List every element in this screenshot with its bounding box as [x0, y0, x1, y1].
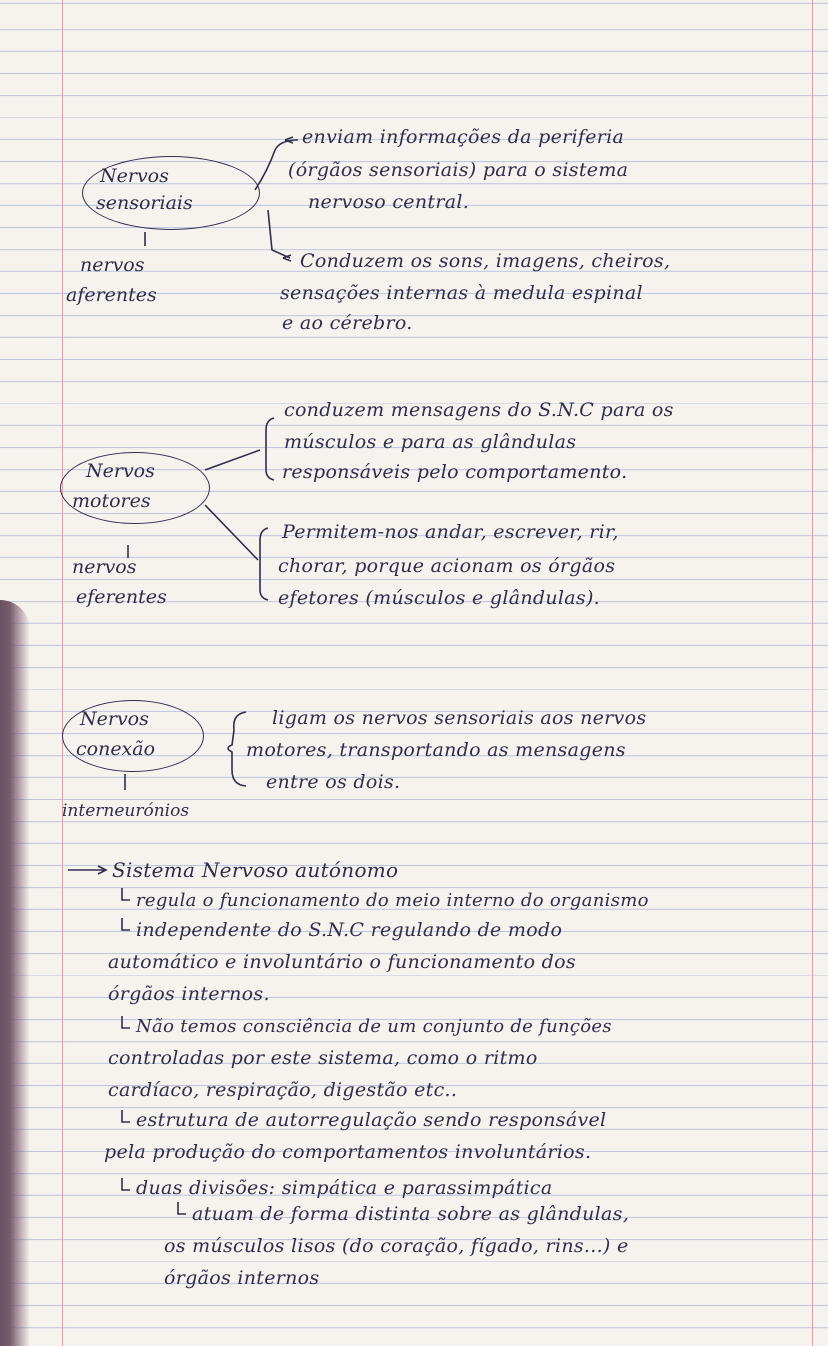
- motor-note1-line1: conduzem mensagens do S.N.C para os: [284, 399, 674, 421]
- motor-note2-line2: chorar, porque acionam os órgãos: [278, 555, 616, 577]
- connection-title-line2: conexão: [76, 738, 156, 760]
- connection-alt-line1: interneurónios: [62, 801, 190, 821]
- motor-note1-line3: responsáveis pelo comportamento.: [282, 461, 628, 483]
- sensory-note2-line1: Conduzem os sons, imagens, cheiros,: [300, 250, 671, 272]
- sensory-note2-line3: e ao cérebro.: [282, 312, 413, 334]
- motor-note1-line2: músculos e para as glândulas: [284, 431, 577, 453]
- sensory-note1-line2: (órgãos sensoriais) para o sistema: [288, 159, 629, 181]
- autonomic-line-4: órgãos internos.: [108, 983, 270, 1005]
- thumb-shadow: [0, 600, 30, 1346]
- connection-note-line1: ligam os nervos sensoriais aos nervos: [272, 707, 647, 729]
- motor-alt-line2: eferentes: [76, 586, 167, 608]
- sensory-title-line1: Nervos: [100, 165, 169, 187]
- autonomic-line-10: duas divisões: simpática e parassimpática: [136, 1177, 553, 1199]
- sensory-alt-line2: aferentes: [66, 284, 157, 306]
- autonomic-line-6: controladas por este sistema, como o ritmo: [108, 1047, 538, 1069]
- sensory-title-line2: sensoriais: [96, 192, 193, 214]
- connection-title-line1: Nervos: [80, 708, 149, 730]
- sensory-alt-line1: nervos: [80, 254, 145, 276]
- autonomic-line-13: órgãos internos: [164, 1267, 320, 1289]
- autonomic-line-12: os músculos lisos (do coração, fígado, rins...) e: [164, 1235, 629, 1257]
- autonomic-heading: Sistema Nervoso autónomo: [112, 858, 399, 882]
- sensory-note2-line2: sensações internas à medula espinal: [280, 282, 643, 304]
- autonomic-line-11: atuam de forma distinta sobre as glândulas,: [192, 1203, 630, 1225]
- motor-title-line2: motores: [72, 490, 151, 512]
- autonomic-line-1: regula o funcionamento do meio interno do organismo: [136, 890, 649, 911]
- autonomic-line-9: pela produção do comportamentos involuntários.: [104, 1141, 592, 1163]
- autonomic-line-2: independente do S.N.C regulando de modo: [136, 919, 563, 941]
- connection-note-line2: motores, transportando as mensagens: [246, 739, 626, 761]
- motor-title-line1: Nervos: [86, 460, 155, 482]
- sensory-note1-line3: nervoso central.: [308, 191, 470, 213]
- autonomic-line-3: automático e involuntário o funcionamento dos: [108, 951, 576, 973]
- autonomic-line-8: estrutura de autorregulação sendo responsável: [136, 1109, 607, 1131]
- motor-note2-line1: Permitem-nos andar, escrever, rir,: [282, 521, 619, 543]
- right-margin-line: [812, 0, 813, 1346]
- sensory-note1-line1: enviam informações da periferia: [302, 126, 625, 148]
- motor-note2-line3: efetores (músculos e glândulas).: [278, 587, 601, 609]
- connection-note-line3: entre os dois.: [266, 771, 401, 793]
- motor-alt-line1: nervos: [72, 556, 137, 578]
- left-margin-line: [62, 0, 63, 1346]
- autonomic-line-5: Não temos consciência de um conjunto de funções: [136, 1016, 612, 1037]
- autonomic-line-7: cardíaco, respiração, digestão etc..: [108, 1079, 458, 1101]
